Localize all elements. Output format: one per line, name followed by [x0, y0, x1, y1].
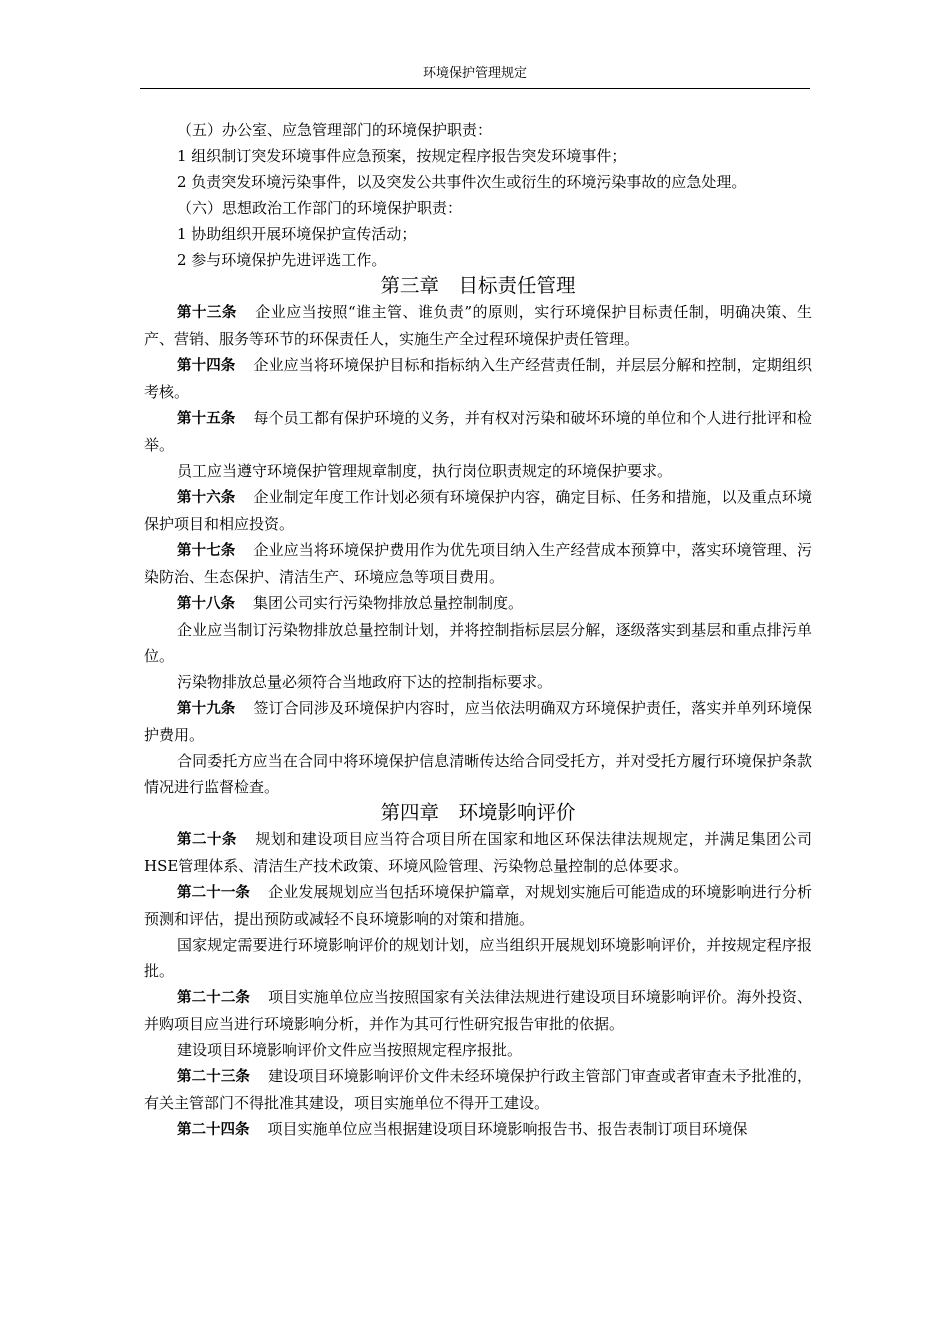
- article-label: 第二十一条: [177, 885, 251, 901]
- list-item: 2 参与环境保护先进评选工作。: [177, 251, 387, 269]
- list-item: 1 组织制订突发环境事件应急预案，按规定程序报告突发环境事件；: [177, 147, 627, 165]
- article-paragraph: [144, 299, 812, 352]
- article-label: 第二十条: [177, 832, 237, 848]
- article-label: 第二十四条: [177, 1122, 250, 1138]
- article-label: 第二十二条: [177, 990, 251, 1006]
- article-paragraph: [144, 695, 812, 748]
- article-paragraph: [144, 984, 812, 1037]
- article-text: 项目实施单位应当根据建设项目环境影响报告书、报告表制订项目环境保: [267, 1120, 748, 1138]
- article-text: 企业应当将环境保护费用作为优先项目纳入生产经营成本预算中，落实环境管理、污染防治、生态保护、清洁生产、环境应急等项目费用。: [144, 541, 812, 586]
- article-paragraph: [144, 1063, 812, 1116]
- article-paragraph: [144, 352, 812, 405]
- article-text: 签订合同涉及环境保护内容时，应当依法明确双方环境保护责任，落实并单列环境保护费用。: [144, 699, 812, 744]
- header-divider: [140, 88, 810, 89]
- list-item: 2 负责突发环境污染事件，以及突发公共事件次生或衍生的环境污染事故的应急处理。: [177, 173, 747, 191]
- article-text: 每个员工都有保护环境的义务，并有权对污染和破坏环境的单位和个人进行批评和检举。: [144, 409, 812, 454]
- article-paragraph: [144, 1116, 812, 1143]
- paragraph: 建设项目环境影响评价文件应当按照规定程序报批。: [177, 1041, 523, 1059]
- article-paragraph: [144, 879, 812, 932]
- article-paragraph: [144, 484, 812, 537]
- article-label: 第二十三条: [177, 1069, 251, 1085]
- running-header: 环境保护管理规定: [422, 66, 527, 81]
- paragraph: 污染物排放总量必须符合当地政府下达的控制指标要求。: [177, 673, 553, 691]
- list-item: 1 协助组织开展环境保护宣传活动；: [177, 225, 417, 243]
- document-body: [144, 117, 812, 1143]
- article-label: 第十四条: [177, 358, 236, 374]
- article-label: 第十九条: [177, 701, 236, 717]
- article-text: 建设项目环境影响评价文件未经环境保护行政主管部门审查或者审查未予批准的，有关主管部门不得批准其建设，项目实施单位不得开工建设。: [144, 1067, 812, 1112]
- article-text: 企业发展规划应当包括环境保护篇章，对规划实施后可能造成的环境影响进行分析预测和评估，提出预防或减轻不良环境影响的对策和措施。: [144, 883, 812, 928]
- article-label: 第十六条: [177, 490, 236, 506]
- paragraph: 合同委托方应当在合同中将环境保护信息清晰传达给合同受托方，并对受托方履行环境保护条款情况进行监督检查。: [144, 752, 812, 796]
- article-text: 项目实施单位应当按照国家有关法律法规进行建设项目环境影响评价。海外投资、并购项目应当进行环境影响分析，并作为其可行性研究报告审批的依据。: [144, 988, 812, 1033]
- article-paragraph: [144, 405, 812, 458]
- article-label: 第十三条: [177, 305, 237, 321]
- article-text: 企业应当按照“谁主管、谁负责”的原则，实行环境保护目标责任制，明确决策、生产、营销、服务等环节的环保责任人，实施生产全过程环境保护责任管理。: [144, 303, 813, 348]
- paragraph: 国家规定需要进行环境影响评价的规划计划，应当组织开展规划环境影响评价，并按规定程序报批。: [144, 936, 812, 980]
- article-label: 第十八条: [177, 596, 235, 612]
- article-paragraph: [144, 826, 812, 879]
- paragraph: 员工应当遵守环境保护管理规章制度，执行岗位职责规定的环境保护要求。: [177, 462, 673, 480]
- article-text: 企业应当将环境保护目标和指标纳入生产经营责任制，并层层分解和控制，定期组织考核。: [144, 356, 812, 401]
- paragraph: 企业应当制订污染物排放总量控制计划，并将控制指标层层分解，逐级落实到基层和重点排污单位。: [144, 621, 812, 665]
- section-heading: （五）办公室、应急管理部门的环境保护职责：: [177, 121, 493, 139]
- chapter-title: 第三章 目标责任管理: [380, 274, 576, 297]
- chapter-title: 第四章 环境影响评价: [380, 801, 576, 824]
- section-heading: （六）思想政治工作部门的环境保护职责：: [177, 199, 463, 217]
- article-paragraph: [144, 590, 812, 617]
- article-label: 第十五条: [177, 411, 236, 427]
- article-label: 第十七条: [177, 543, 236, 559]
- article-text: 企业制定年度工作计划必须有环境保护内容，确定目标、任务和措施，以及重点环境保护项目和相应投资。: [144, 488, 812, 533]
- article-text: 规划和建设项目应当符合项目所在国家和地区环保法律法规规定，并满足集团公司HSE管理体系、清洁生产技术政策、环境风险管理、污染物总量控制的总体要求。: [144, 830, 812, 875]
- article-text: 集团公司实行污染物排放总量控制制度。: [253, 594, 524, 612]
- article-paragraph: [144, 537, 812, 590]
